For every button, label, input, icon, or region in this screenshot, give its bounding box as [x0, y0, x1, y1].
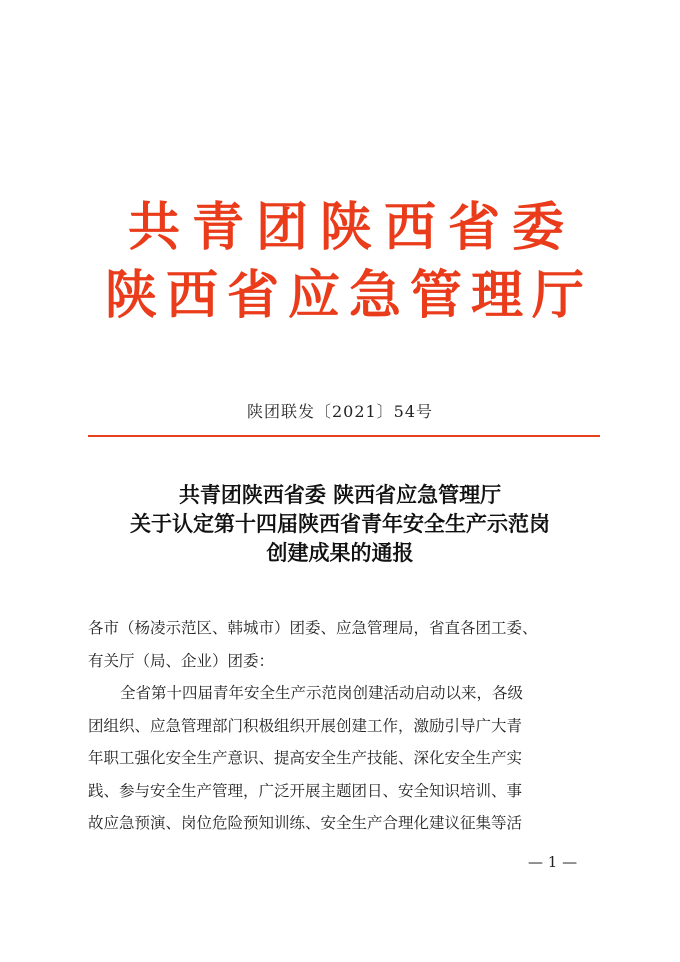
addressee-line-2: 有关厅（局、企业）团委：: [88, 652, 275, 670]
addressee-line-1: 各市（杨凌示范区、韩城市）团委、应急管理局，省直各团工委、: [88, 619, 538, 637]
page-number: — 1 —: [528, 853, 578, 871]
body-line: 故应急预演、岗位危险预知训练、安全生产合理化建议征集等活: [88, 814, 523, 832]
document-title: [0, 480, 680, 567]
body-line: 团组织、应急管理部门积极组织开展创建工作，激励引导广大青: [88, 716, 523, 735]
title-line-3: 创建成果的通报: [266, 540, 414, 565]
body-line: 全省第十四届青年安全生产示范岗创建活动启动以来，各级: [120, 684, 524, 702]
red-separator-line: [88, 435, 600, 437]
body-paragraph: [88, 677, 600, 840]
title-line-2: 关于认定第十四届陕西省青年安全生产示范岗: [130, 511, 550, 536]
issuing-org-line-2: 陕西省应急管理厅: [104, 266, 593, 326]
document-number: 陕团联发〔2021〕54号: [246, 402, 434, 421]
body-line: 年职工强化安全生产意识、提高安全生产技能、深化安全生产实: [88, 749, 523, 767]
body-line: 践、参与安全生产管理，广泛开展主题团日、安全知识培训、事: [88, 781, 523, 800]
title-line-1: 共青团陕西省委 陕西省应急管理厅: [178, 482, 502, 507]
issuing-org-line-1: 共青团陕西省委: [127, 198, 576, 258]
